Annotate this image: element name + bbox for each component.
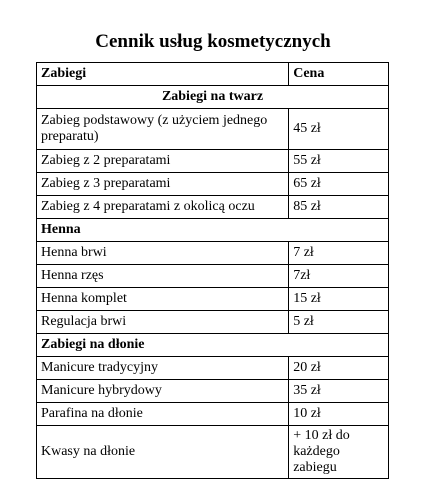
- service-price: 35 zł: [289, 380, 389, 403]
- service-name: Zabieg podstawowy (z użyciem jednego preparatu): [37, 109, 289, 150]
- price-list-table: [36, 62, 389, 479]
- section-row-henna: [37, 219, 389, 242]
- table-row: [37, 109, 389, 150]
- service-price: 85 zł: [289, 196, 389, 219]
- table-row: [37, 357, 389, 380]
- section-row-face: [37, 86, 389, 109]
- service-price: 5 zł: [289, 311, 389, 334]
- column-header-price: Cena: [289, 63, 389, 86]
- service-name: Henna rzęs: [37, 265, 289, 288]
- service-name: Zabieg z 4 preparatami z okolicą oczu: [37, 196, 289, 219]
- service-name: Parafina na dłonie: [37, 403, 289, 426]
- service-price: 45 zł: [289, 109, 389, 150]
- service-price: 20 zł: [289, 357, 389, 380]
- table-row: [37, 288, 389, 311]
- section-row-hands: [37, 334, 389, 357]
- table-row: [37, 242, 389, 265]
- table-row: [37, 380, 389, 403]
- service-name: Manicure hybrydowy: [37, 380, 289, 403]
- service-price: + 10 zł do każdego zabiegu: [289, 426, 389, 479]
- service-name: Zabieg z 2 preparatami: [37, 150, 289, 173]
- service-price: 65 zł: [289, 173, 389, 196]
- service-price: 15 zł: [289, 288, 389, 311]
- table-header-row: [37, 63, 389, 86]
- service-price: 7 zł: [289, 242, 389, 265]
- table-row: [37, 173, 389, 196]
- table-row: [37, 196, 389, 219]
- service-name: Regulacja brwi: [37, 311, 289, 334]
- table-row: [37, 403, 389, 426]
- service-name: Zabieg z 3 preparatami: [37, 173, 289, 196]
- column-header-services: Zabiegi: [37, 63, 289, 86]
- service-price: 55 zł: [289, 150, 389, 173]
- table-row: [37, 265, 389, 288]
- service-price: 7zł: [289, 265, 389, 288]
- table-row: [37, 150, 389, 173]
- table-row: [37, 426, 389, 479]
- service-name: Kwasy na dłonie: [37, 426, 289, 479]
- page-title: Cennik usług kosmetycznych: [95, 31, 331, 52]
- table-row: [37, 311, 389, 334]
- section-title: Zabiegi na dłonie: [37, 334, 389, 357]
- section-title: Henna: [37, 219, 389, 242]
- service-price: 10 zł: [289, 403, 389, 426]
- section-title: Zabiegi na twarz: [37, 86, 389, 109]
- service-name: Henna brwi: [37, 242, 289, 265]
- service-name: Henna komplet: [37, 288, 289, 311]
- service-name: Manicure tradycyjny: [37, 357, 289, 380]
